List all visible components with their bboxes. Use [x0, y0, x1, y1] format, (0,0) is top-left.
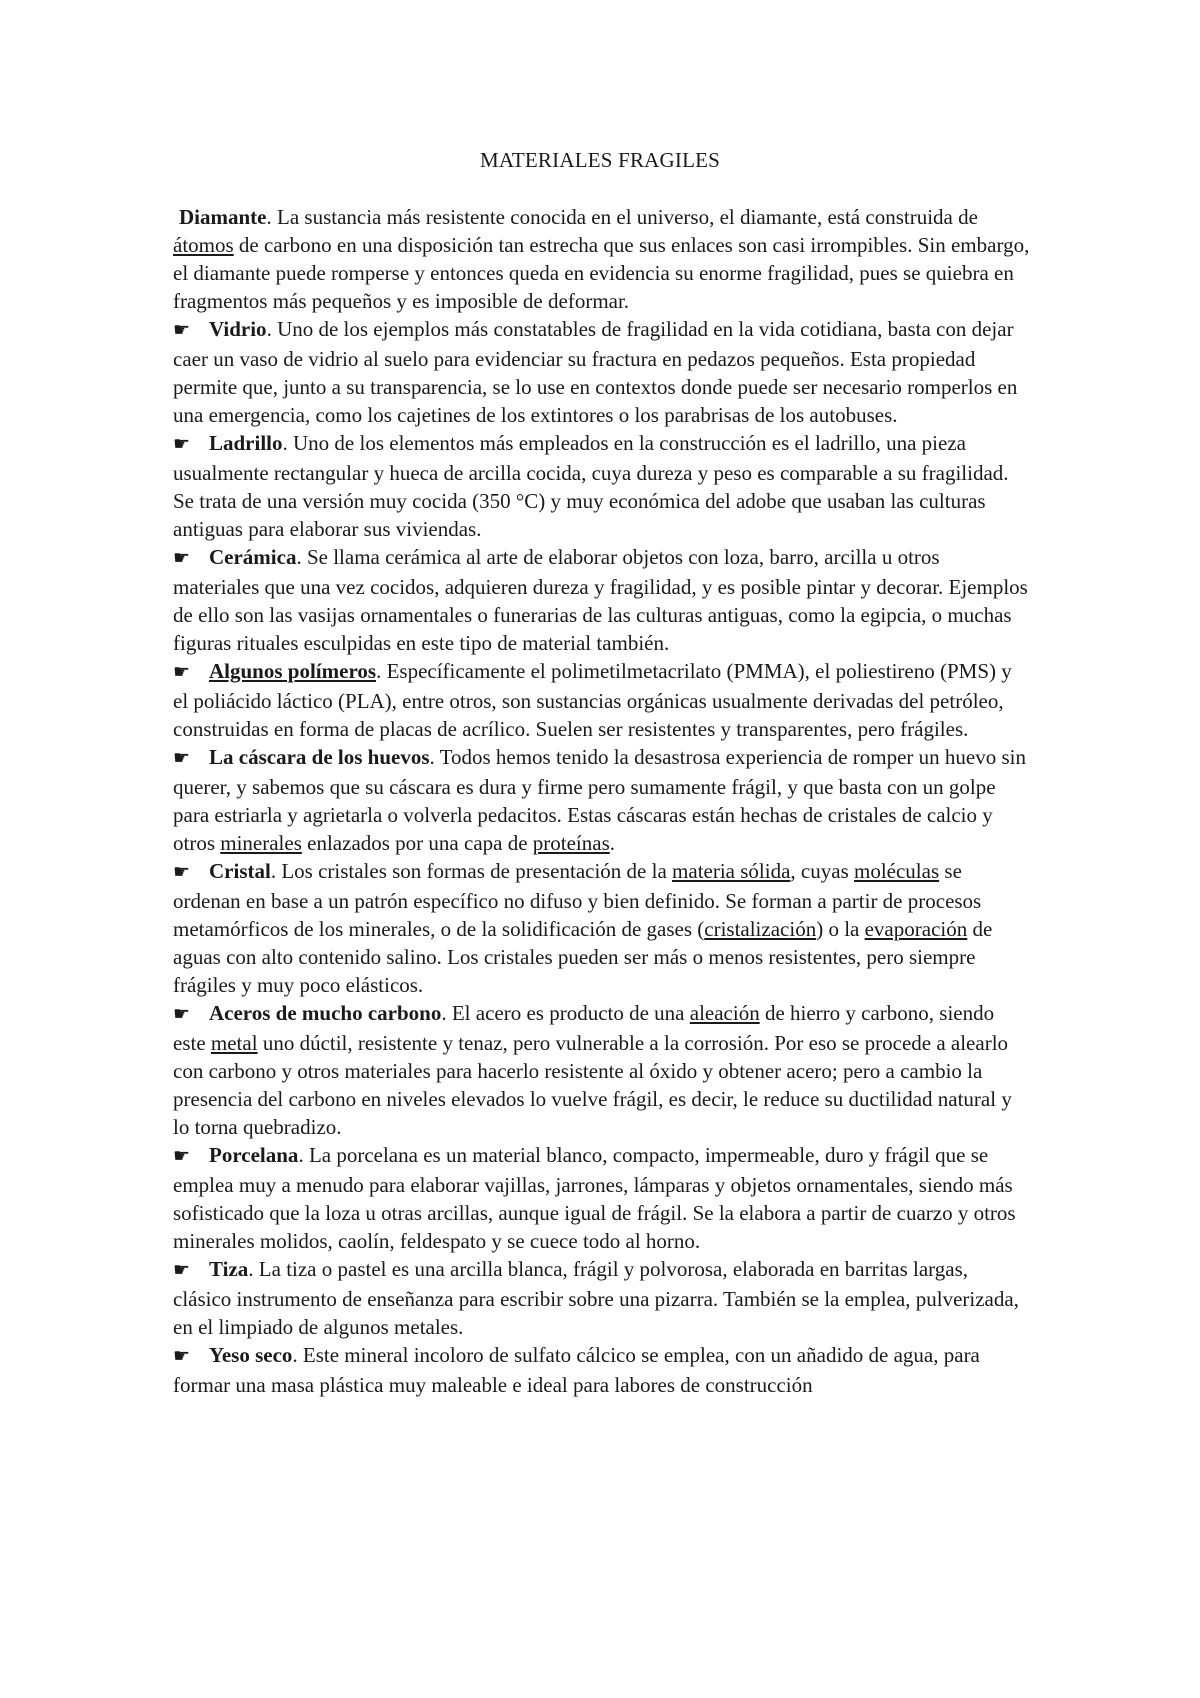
- link-cristalizacion[interactable]: cristalización: [704, 917, 817, 941]
- entry-text: ) o la: [816, 917, 865, 941]
- link-aleacion[interactable]: aleación: [689, 1001, 760, 1025]
- entry-text: . Todos hemos tenido la desastrosa experiencia de romper un huevo sin querer, y sabemos que su cáscara es dura y firme pero sumamente frágil, y que basta con un golpe para estriarla y agrietarla o volverla pedacitos. Estas cáscaras están hechas de cristales de calcio y otros: [173, 745, 1026, 855]
- entry-term: Vidrio: [209, 317, 267, 341]
- entry-text: . Los cristales son formas de presentación de la: [270, 859, 673, 883]
- entry-text: enlazados por una capa de: [301, 831, 533, 855]
- entry-cristal: [173, 857, 1031, 999]
- link-materia-solida[interactable]: materia sólida: [672, 859, 791, 883]
- document-title: MATERIALES FRAGILES: [479, 148, 721, 172]
- entry-cascara-huevos: [173, 743, 1031, 857]
- entry-text: de aguas con alto contenido salino. Los cristales pueden ser más o menos resistentes, pero siempre frágiles y muy poco elásticos.: [173, 917, 993, 997]
- link-metal[interactable]: metal: [210, 1031, 258, 1055]
- entry-porcelana: [173, 1141, 1031, 1255]
- entry-ceramica: [173, 543, 1031, 657]
- entry-term: Tiza: [209, 1257, 249, 1281]
- link-algunos-polimeros[interactable]: Algunos polímeros: [209, 659, 377, 683]
- entry-term: Porcelana: [209, 1143, 299, 1167]
- entry-ladrillo: [173, 429, 1031, 543]
- entry-term: Ladrillo: [209, 431, 283, 455]
- link-minerales[interactable]: minerales: [220, 831, 302, 855]
- entry-term: Cristal: [209, 859, 271, 883]
- entry-text: . La tiza o pastel es una arcilla blanca, frágil y polvorosa, elaborada en barritas largas, clásico instrumento de enseñanza para escribir sobre una pizarra. También se la emplea, pulverizada, en el limpiado de algunos metales.: [173, 1257, 1019, 1339]
- entry-term: La cáscara de los huevos: [209, 745, 430, 769]
- pointing-hand-bullet-icon: ☛: [173, 1260, 191, 1281]
- pointing-hand-bullet-icon: ☛: [173, 320, 191, 341]
- pointing-hand-bullet-icon: ☛: [173, 434, 191, 455]
- pointing-hand-bullet-icon: ☛: [173, 1346, 191, 1367]
- document-body: [173, 203, 1031, 1399]
- entry-text: . La sustancia más resistente conocida en el universo, el diamante, está construida de: [266, 205, 978, 229]
- entry-text: . La porcelana es un material blanco, compacto, impermeable, duro y frágil que se emplea muy a menudo para elaborar vajillas, jarrones, lámparas y objetos ornamentales, siendo más sofisticado que la loza u otras arcillas, aunque igual de frágil. Se la elabora a partir de cuarzo y otros minerales molidos, caolín, feldespato y se cuece todo al horno.: [173, 1143, 1016, 1253]
- entry-text: de carbono en una disposición tan estrecha que sus enlaces son casi irrompibles. Sin embargo, el diamante puede romperse y entonces queda en evidencia su enorme fragilidad, pues se quiebra en fragmentos más pequeños y es imposible de deformar.: [173, 233, 1030, 313]
- pointing-hand-bullet-icon: ☛: [173, 748, 191, 769]
- entry-text: . Se llama cerámica al arte de elaborar objetos con loza, barro, arcilla u otros materiales que una vez cocidos, adquieren dureza y fragilidad, y es posible pintar y decorar. Ejemplos de ello son las vasijas ornamentales o funerarias de las culturas antiguas, como la egipcia, o muchas figuras rituales esculpidas en este tipo de material también.: [173, 545, 1028, 655]
- entry-text: . Específicamente el polimetilmetacrilato (PMMA), el poliestireno (PMS) y el poliácido láctico (PLA), entre otros, son sustancias orgánicas usualmente derivadas del petróleo, construidas en forma de placas de acrílico. Suelen ser resistentes y transparentes, pero frágiles.: [173, 659, 1012, 741]
- entry-polimeros: [173, 657, 1031, 743]
- entry-text: . El acero es producto de una: [441, 1001, 690, 1025]
- link-evaporacion[interactable]: evaporación: [864, 917, 968, 941]
- pointing-hand-bullet-icon: ☛: [173, 662, 191, 683]
- entry-text: de hierro y carbono, siendo este: [173, 1001, 995, 1055]
- pointing-hand-bullet-icon: ☛: [173, 548, 191, 569]
- link-atomos[interactable]: átomos: [173, 233, 234, 257]
- entry-text: .: [609, 831, 616, 855]
- entry-yeso-seco: [173, 1341, 1031, 1399]
- pointing-hand-bullet-icon: ☛: [173, 1004, 191, 1025]
- link-proteinas[interactable]: proteínas: [532, 831, 610, 855]
- entry-text: , cuyas: [790, 859, 854, 883]
- entry-text: . Este mineral incoloro de sulfato cálcico se emplea, con un añadido de agua, para formar una masa plástica muy maleable e ideal para labores de construcción: [173, 1343, 980, 1397]
- pointing-hand-bullet-icon: ☛: [173, 862, 191, 883]
- pointing-hand-bullet-icon: ☛: [173, 1146, 191, 1167]
- entry-vidrio: [173, 315, 1031, 429]
- entry-term: Yeso seco: [209, 1343, 293, 1367]
- entry-text: uno dúctil, resistente y tenaz, pero vulnerable a la corrosión. Por eso se procede a alearlo con carbono y otros materiales para hacerlo resistente al óxido y obtener acero; pero a cambio la presencia del carbono en niveles elevados lo vuelve frágil, es decir, le reduce su ductilidad natural y lo torna quebradizo.: [173, 1031, 1012, 1139]
- entry-text: se ordenan en base a un patrón específico no difuso y bien definido. Se forman a partir de procesos metamórficos de los minerales, o de la solidificación de gases (: [173, 859, 982, 941]
- entry-term: Cerámica: [209, 545, 297, 569]
- entry-term: Aceros de mucho carbono: [209, 1001, 442, 1025]
- entry-text: . Uno de los elementos más empleados en la construcción es el ladrillo, una pieza usualmente rectangular y hueca de arcilla cocida, cuya dureza y peso es comparable a su fragilidad. Se trata de una versión muy cocida (350 °C) y muy económica del adobe que usaban las culturas antiguas para elaborar sus viviendas.: [173, 431, 1009, 541]
- entry-tiza: [173, 1255, 1031, 1341]
- entry-aceros: [173, 999, 1031, 1141]
- link-moleculas[interactable]: moléculas: [854, 859, 940, 883]
- entry-text: . Uno de los ejemplos más constatables de fragilidad en la vida cotidiana, basta con dejar caer un vaso de vidrio al suelo para evidenciar su fractura en pedazos pequeños. Esta propiedad permite que, junto a su transparencia, se lo use en contextos donde puede ser necesario romperlos en una emergencia, como los cajetines de los extintores o los parabrisas de los autobuses.: [173, 317, 1018, 427]
- entry-term: Diamante: [179, 205, 267, 229]
- entry-diamante: [173, 203, 1031, 315]
